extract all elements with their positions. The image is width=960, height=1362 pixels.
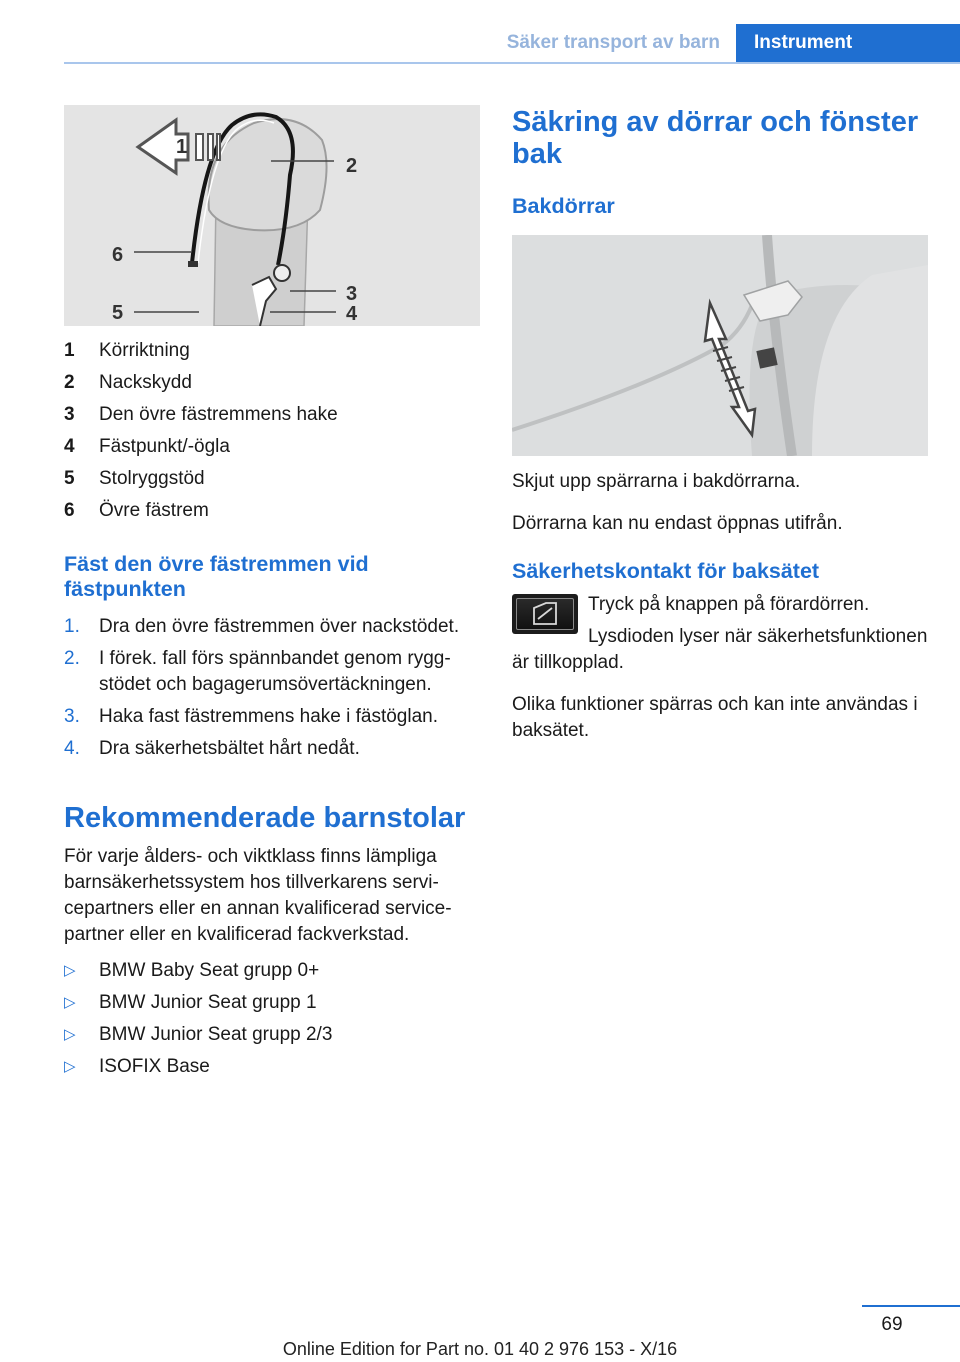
list-item-text: BMW Junior Seat grupp 2/3 <box>99 1024 333 1045</box>
rear-doors-instruction: Skjut upp spärrarna i bakdörrarna. <box>512 471 801 492</box>
footer-rule <box>862 1305 960 1307</box>
page-number: 69 <box>881 1314 903 1335</box>
header-chapter-tab: Instrument <box>736 24 960 64</box>
door-lock-illustration <box>512 235 928 456</box>
safety-switch-led-note: Lysdioden lyser när säkerhetsfunktionen är tillkopplad. <box>512 626 928 673</box>
step-text: I förek. fall förs spännbandet genom ryggstödet och bagagerumsövertäckningen. <box>99 648 451 695</box>
child-seats-paragraph: För varje ålders- och viktklass finns lämpliga barnsäkerhetssystem hos tillverkarens servicepartners eller en annan kvalificerad servicepartner eller en kvalificerad fackverkstad. <box>64 846 452 945</box>
figure-label-1: 1 <box>176 136 188 158</box>
child-seat-list <box>64 960 480 1088</box>
tether-subheading: Fäst den övre fästremmen vid fästpunkten <box>64 552 369 601</box>
rear-door-lock-figure <box>512 235 928 456</box>
figure-label-5: 5 <box>112 302 124 324</box>
figure-legend <box>64 340 480 532</box>
child-seat-illustration <box>64 105 480 326</box>
doors-windows-heading: Säkring av dörrar och fönster bak <box>512 106 919 170</box>
legend-text: Fästpunkt/-ögla <box>99 436 230 457</box>
figure-label-6: 6 <box>112 244 124 266</box>
figure-label-4: 4 <box>346 303 358 325</box>
right-column <box>512 105 928 744</box>
step-number: 1. <box>64 616 80 637</box>
header-section-title: Säker transport av barn <box>506 32 720 53</box>
legend-text: Övre fästrem <box>99 500 209 521</box>
legend-item <box>64 404 480 436</box>
list-item <box>64 960 480 992</box>
header-rule <box>64 62 960 64</box>
list-item <box>64 992 480 1024</box>
rear-safety-switch-subheading: Säkerhetskontakt för baksätet <box>512 559 820 583</box>
legend-number: 3 <box>64 404 75 425</box>
safety-switch-block <box>512 592 928 676</box>
rear-doors-subheading: Bakdörrar <box>512 194 615 218</box>
legend-text: Körriktning <box>99 340 190 361</box>
safety-switch-instruction: Tryck på knappen på förardörren. <box>588 594 870 615</box>
left-column <box>64 105 480 1088</box>
step-text: Dra den övre fästremmen över nackstödet. <box>99 616 460 637</box>
legend-number: 2 <box>64 372 75 393</box>
list-item <box>64 1056 480 1088</box>
legend-item <box>64 372 480 404</box>
step-item <box>64 736 480 762</box>
legend-item <box>64 340 480 372</box>
rear-doors-note: Dörrarna kan nu endast öppnas utifrån. <box>512 513 843 534</box>
step-number: 2. <box>64 648 80 669</box>
list-item <box>64 1024 480 1056</box>
step-number: 4. <box>64 738 80 759</box>
child-seat-tether-figure <box>64 105 480 326</box>
tether-steps <box>64 614 480 762</box>
step-item <box>64 614 480 640</box>
step-item <box>64 646 480 698</box>
legend-number: 4 <box>64 436 75 457</box>
list-item-text: BMW Baby Seat grupp 0+ <box>99 960 320 981</box>
legend-text: Den övre fästremmens hake <box>99 404 338 425</box>
legend-text: Stolryggstöd <box>99 468 205 489</box>
triangle-bullet-icon: ▷ <box>64 962 76 979</box>
legend-number: 1 <box>64 340 75 361</box>
legend-text: Nackskydd <box>99 372 192 393</box>
list-item-text: BMW Junior Seat grupp 1 <box>99 992 317 1013</box>
triangle-bullet-icon: ▷ <box>64 1058 76 1075</box>
safety-switch-effect: Olika funktioner spärras och kan inte användas i baksätet. <box>512 694 918 741</box>
footer-edition: Online Edition for Part no. 01 40 2 976 153 - X/16 <box>282 1339 678 1359</box>
step-text: Haka fast fästremmens hake i fästöglan. <box>99 706 438 727</box>
legend-number: 6 <box>64 500 75 521</box>
legend-item <box>64 468 480 500</box>
step-item <box>64 704 480 730</box>
step-text: Dra säkerhetsbältet hårt nedåt. <box>99 738 360 759</box>
figure-label-3: 3 <box>346 283 358 305</box>
list-item-text: ISOFIX Base <box>99 1056 210 1077</box>
triangle-bullet-icon: ▷ <box>64 1026 76 1043</box>
child-seats-heading: Rekommenderade barnstolar <box>64 802 466 834</box>
figure-label-2: 2 <box>346 155 358 177</box>
legend-number: 5 <box>64 468 75 489</box>
window-lock-button-icon <box>512 594 578 634</box>
step-number: 3. <box>64 706 80 727</box>
legend-item <box>64 436 480 468</box>
legend-item <box>64 500 480 532</box>
triangle-bullet-icon: ▷ <box>64 994 76 1011</box>
